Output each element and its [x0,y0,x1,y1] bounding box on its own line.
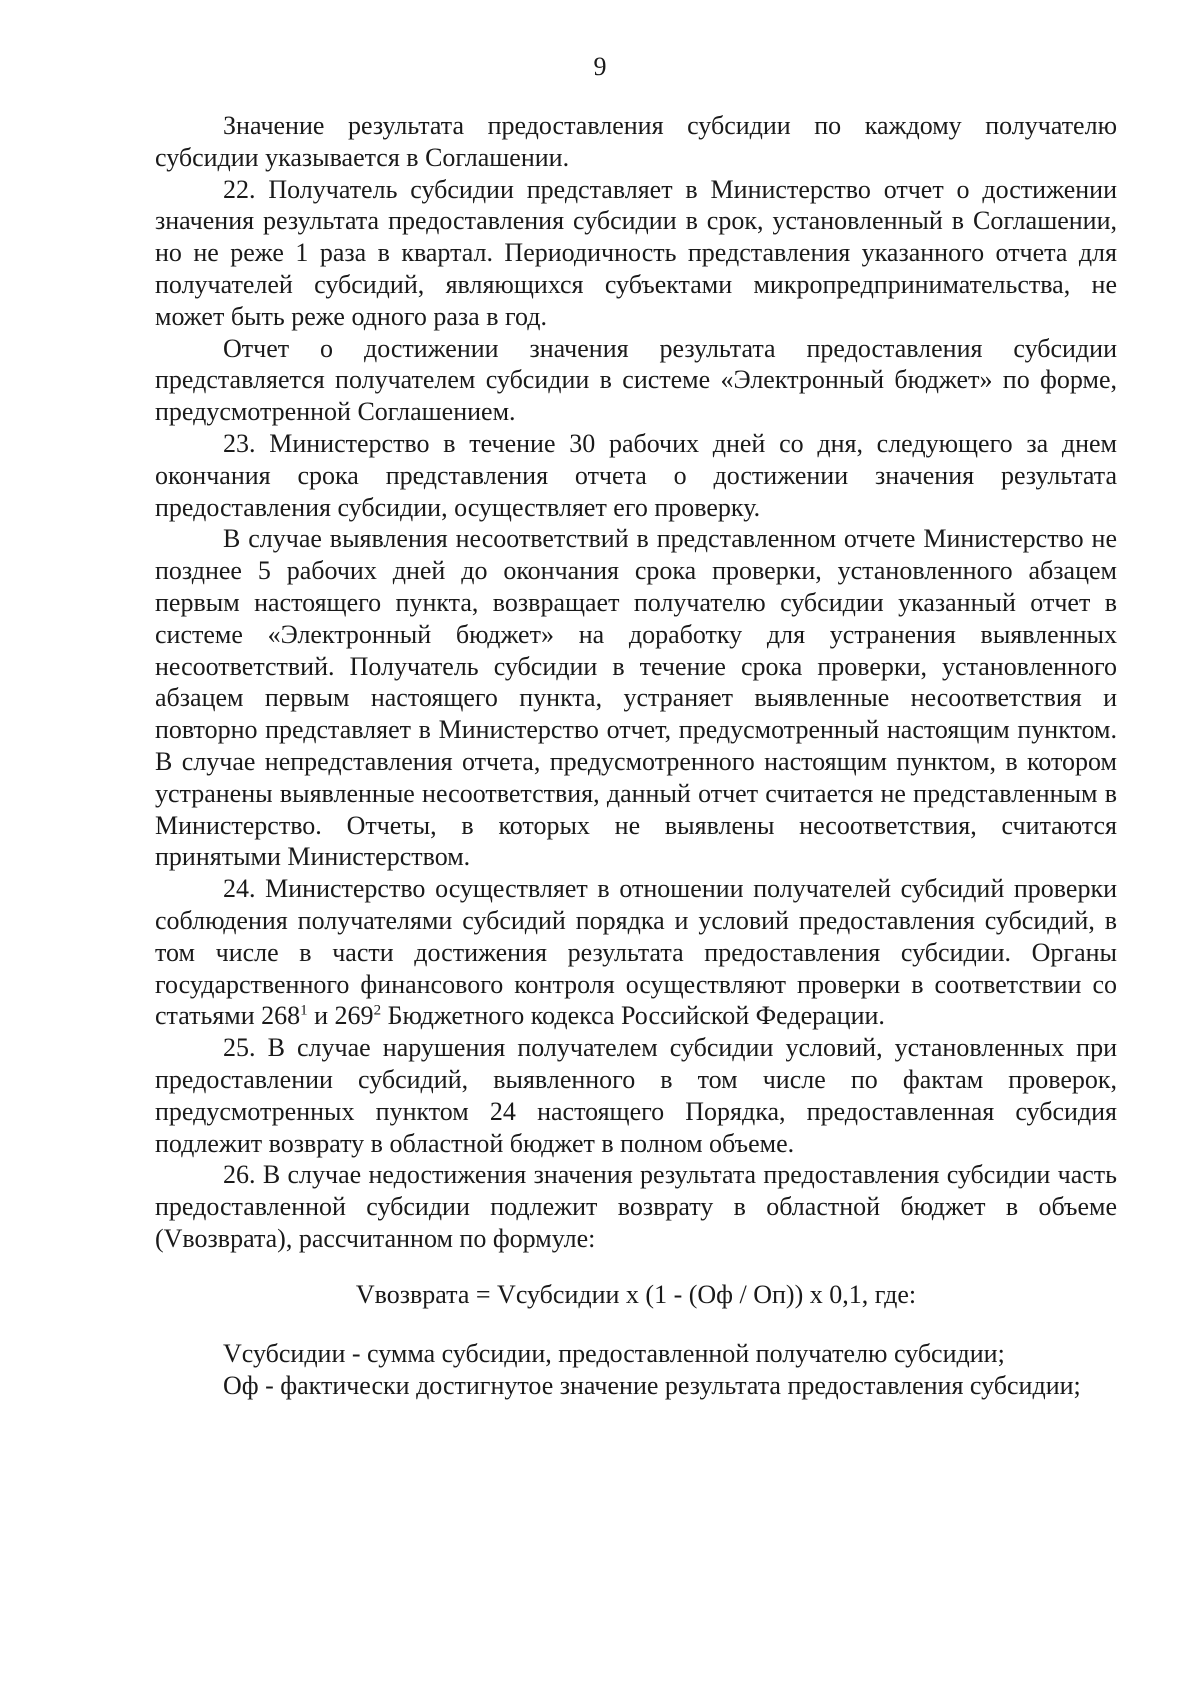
paragraph-24-text-end: Бюджетного кодекса Российской Федерации. [381,1001,885,1031]
paragraph-report-electronic-budget: Отчет о достижении значения результата предоставления субсидии представляется получателем субсидии в системе «Электронный бюджет» по форме, предусмотренной Соглашением. [155,333,1117,427]
page-number: 9 [593,52,607,81]
paragraph-24-text-start: 24. Министерство осуществляет в отношении получателей субсидий проверки соблюдения получателями субсидий порядка и условий предоставления субсидий, в том числе в части достижения результата предоставления субсидии. Органы государственного финансового контроля осуществляют проверки в соответствии со статьями 268 [155,874,1117,1031]
definition-vsubsidy: Vсубсидии - сумма субсидии, предоставленной получателю субсидии; [223,1339,1005,1369]
paragraph-23: 23. Министерство в течение 30 рабочих дней со дня, следующего за днем окончания срока представления отчета о достижении значения результата предоставления субсидии, осуществляет его проверку. [155,428,1117,522]
paragraph-24-text-middle: и 269 [307,1001,374,1031]
paragraph-25: 25. В случае нарушения получателем субсидии условий, установленных при предоставлении субсидий, выявленного в том числе по фактам проверок, предусмотренных пунктом 24 настоящего Порядка, предоставленная субсидия подлежит возврату в областной бюджет в полном объеме. [155,1033,1117,1158]
article-superscript-2: 2 [373,1002,382,1019]
definition-of: Оф - фактически достигнутое значение результата предоставления субсидии; [223,1371,1081,1401]
paragraph-result-value: Значение результата предоставления субсидии по каждому получателю субсидии указывается в Соглашении. [155,111,1117,172]
paragraph-26: 26. В случае недостижения значения результата предоставления субсидии часть предоставленной субсидии подлежит возврату в областной бюджет в объеме (Vвозврата), рассчитанном по формуле: [155,1160,1117,1253]
article-superscript-1: 1 [300,1002,308,1019]
document-body [155,110,1117,1402]
paragraph-24 [155,873,1117,1032]
refund-formula: Vвозврата = Vсубсидии х (1 - (Оф / Оп)) х 0,1, где: [355,1279,917,1309]
paragraph-discrepancies: В случае выявления несоответствий в представленном отчете Министерство не позднее 5 рабочих дней до окончания срока проверки, установленного абзацем первым настоящего пункта, возвращает получателю субсидии указанный отчет в системе «Электронный бюджет» на доработку для устранения выявленных несоответствий. Получатель субсидии в течение срока проверки, установленного абзацем первым настоящего пункта, устраняет выявленные несоответствия и повторно представляет в Министерство отчет, предусмотренный настоящим пунктом. В случае непредставления отчета, предусмотренного настоящим пунктом, в котором устранены выявленные несоответствия, данный отчет считается не представленным в Министерство. Отчеты, в которых не выявлены несоответствия, считаются принятыми Министерством. [155,524,1117,872]
paragraph-22: 22. Получатель субсидии представляет в Министерство отчет о достижении значения результата предоставления субсидии в срок, установленный в Соглашении, но не реже 1 раза в квартал. Периодичность представления указанного отчета для получателей субсидий, являющихся субъектами микропредпринимательства, не может быть реже одного раза в год. [155,174,1117,331]
